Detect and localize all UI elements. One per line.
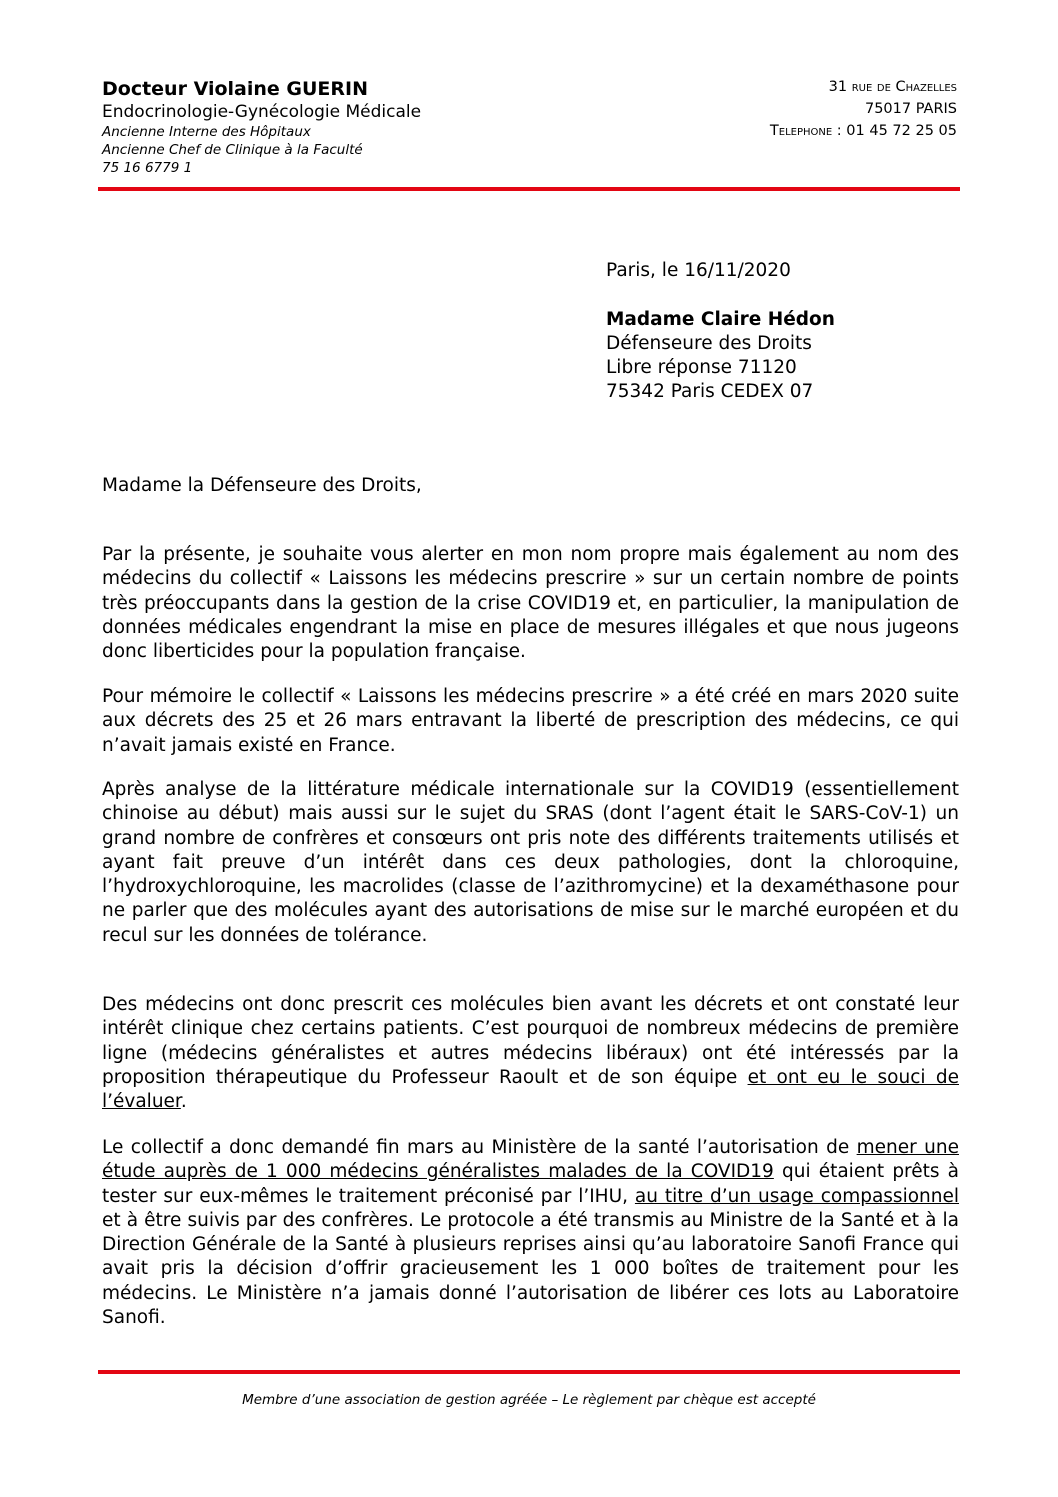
phone-label: Telephone (769, 123, 833, 139)
footer-divider (98, 1370, 960, 1374)
body-paragraph-4 (102, 993, 959, 1114)
recipient-name: Madame Claire Hédon (606, 309, 835, 330)
p5-underlined-2: au titre d’un usage compassionnel (634, 1185, 959, 1207)
p4-text-a: Des médecins ont donc prescrit ces molécules bien avant les décrets et ont constaté leur intérêt clinique chez certains patients. C’est pourquoi de nombreux médecins de première ligne (médecins généralistes et autres médecins libéraux) ont été intéressés par la proposition thérapeutique du Professeur Raoult et de son équipe (102, 994, 959, 1088)
body-paragraph-1: Par la présente, je souhaite vous alerter en mon nom propre mais également au nom des médecins du collectif « Laissons les médecins prescrire » sur un certain nombre de points très préoccupants dans la gestion de la crise COVID19 et, en particulier, la manipulation de données médicales engendrant la mise en place de mesures illégales et que nous jugeons donc liberticides pour la population française. (102, 544, 959, 663)
phone-separator: : (832, 123, 842, 139)
recipient-city: 75342 Paris CEDEX 07 (606, 381, 814, 402)
p5-text-b: qui étaient prêts à tester sur eux-mêmes le traitement préconisé par l’IHU, (102, 1161, 959, 1207)
street-number: 31 (828, 79, 848, 95)
phone-number: 01 45 72 25 05 (846, 123, 957, 139)
header-divider (98, 187, 960, 191)
p4-text-b: . (180, 1091, 187, 1113)
doctor-name: Docteur Violaine GUERIN (102, 78, 368, 100)
body-paragraph-3: Après analyse de la littérature médicale internationale sur la COVID19 (essentiellement chinoise au début) mais aussi sur le sujet du SRAS (dont l’agent était le SARS-CoV-1) un grand nombre de confrères et consœurs ont pris note des différents traitements utilisés et ayant fait preuve d’un intérêt dans ces deux pathologies, dont la chloroquine, l’hydroxychloroquine, les macrolides (classe de l’azithromycine) et la dexaméthasone pour ne parler que des molécules ayant des autorisations de mise sur le marché européen et du recul sur les données de tolérance. (102, 779, 959, 946)
street-name: rue de Chazelles (851, 79, 957, 95)
recipient-postal-box: Libre réponse 71120 (606, 357, 797, 378)
address-phone (770, 123, 957, 139)
p5-text-c: et à être suivis par des confrères. Le protocole a été transmis au Ministre de la Santé et à la Direction Générale de la Santé à plusieurs reprises ainsi qu’au laboratoire Sanofi France qui avait pris la décision d’offrir gracieusement les 1 000 boîtes de traitement pour les médecins. Le Ministère n’a jamais donné l’autorisation de libérer ces lots au Laboratoire Sanofi. (102, 1209, 959, 1329)
salutation: Madame la Défenseure des Droits, (102, 475, 422, 496)
doctor-registration-number: 75 16 6779 1 (102, 160, 193, 176)
doctor-specialty: Endocrinologie-Gynécologie Médicale (102, 102, 422, 122)
p5-text-a: Le collectif a donc demandé fin mars au Ministère de la santé l’autorisation de (102, 1137, 857, 1158)
address-street (829, 79, 957, 95)
p4-underlined: et ont eu le souci de l’évaluer (102, 1066, 959, 1113)
recipient-title: Défenseure des Droits (606, 333, 812, 354)
date-line: Paris, le 16/11/2020 (606, 260, 791, 281)
doctor-title-2: Ancienne Chef de Clinique à la Faculté (102, 142, 363, 158)
p5-underlined-1: mener une étude auprès de 1 000 médecins généralistes malades de la COVID19 (102, 1137, 959, 1183)
footer-note: Membre d’une association de gestion agréée – Le règlement par chèque est accepté (242, 1392, 816, 1408)
body-paragraph-2: Pour mémoire le collectif « Laissons les médecins prescrire » a été créé en mars 2020 suite aux décrets des 25 et 26 mars entravant la liberté de prescription des médecins, ce qui n’avait jamais existé en France. (102, 686, 959, 756)
doctor-title-1: Ancienne Interne des Hôpitaux (102, 124, 311, 140)
address-city: 75017 PARIS (864, 101, 957, 117)
body-paragraph-5 (102, 1136, 959, 1330)
